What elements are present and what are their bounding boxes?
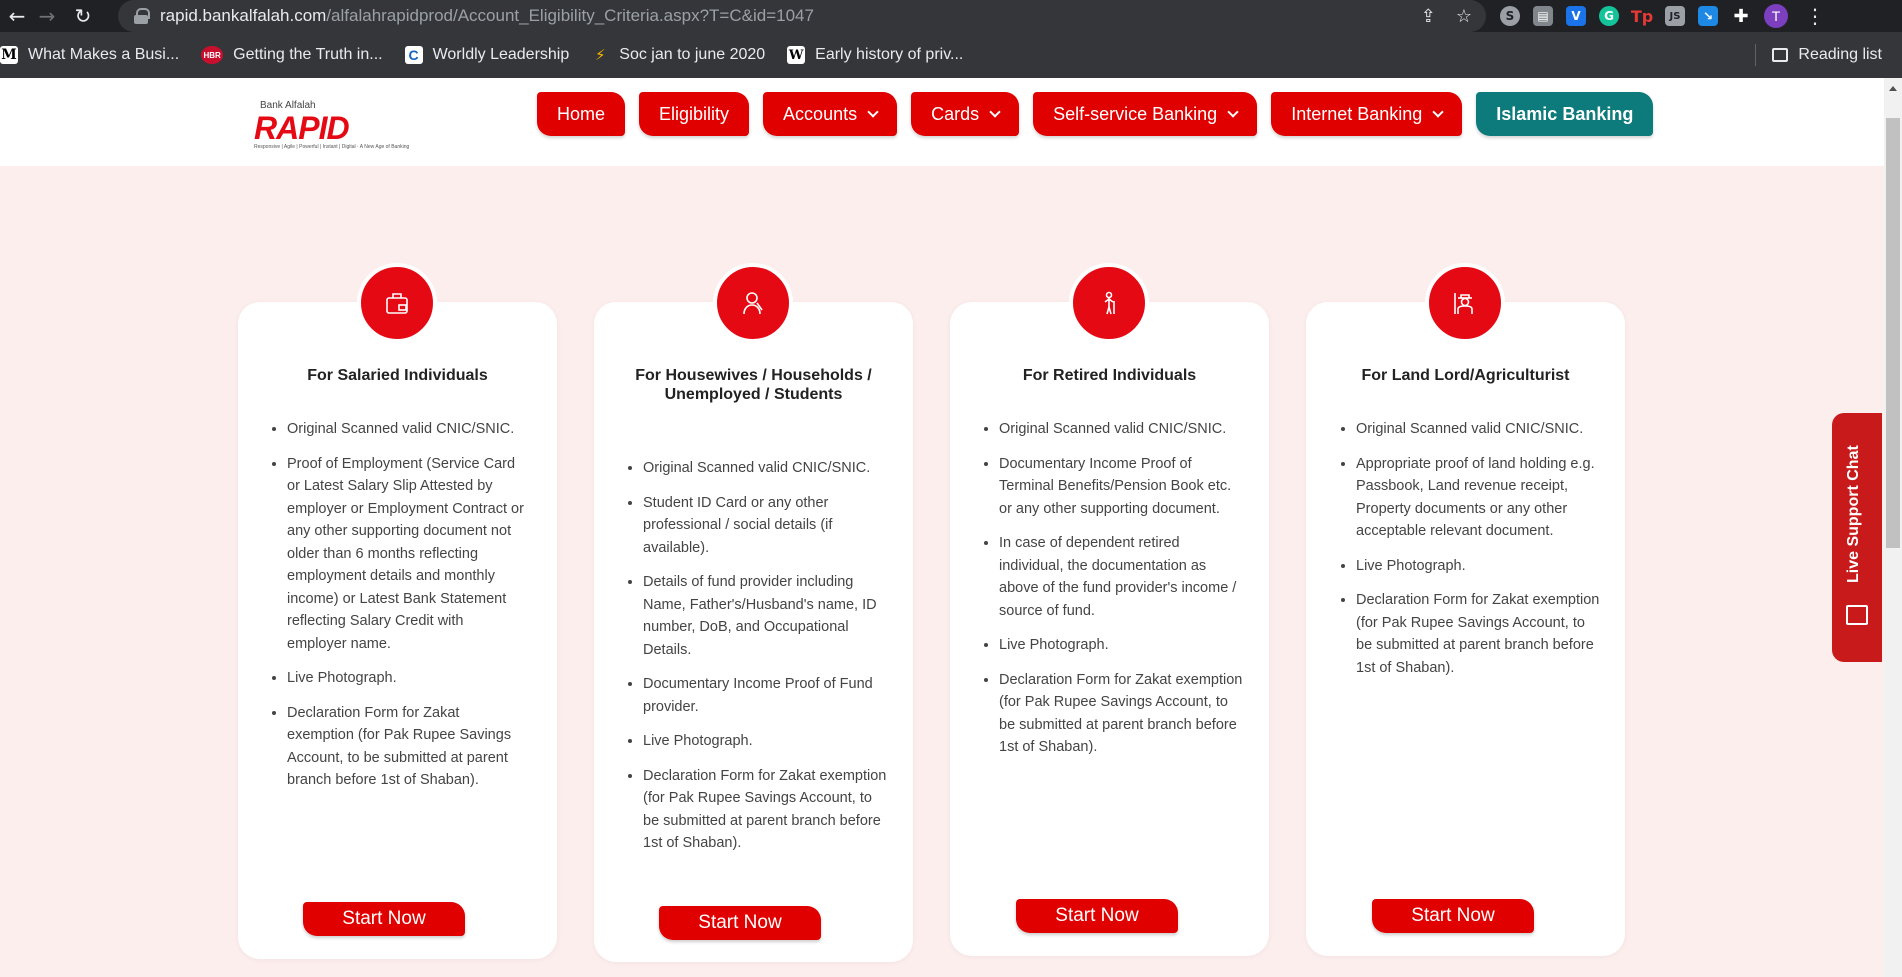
start-now-button[interactable]: Start Now [1016, 899, 1178, 933]
nav-accounts[interactable]: Accounts [763, 92, 897, 136]
list-item: • Original Scanned valid CNIC/SNIC. [643, 457, 889, 480]
lock-icon [134, 8, 148, 24]
url-text: rapid.bankalfalah.com/alfalahrapidprod/Account_Eligibility_Criteria.aspx?T=C&id=1047 [160, 6, 814, 25]
extension-download-icon[interactable]: ↘ [1698, 6, 1718, 26]
list-item: • Appropriate proof of land holding e.g. Passbook, Land revenue receipt, Property documents or any other acceptable relevant document. [1356, 453, 1602, 543]
worldly-icon: C [405, 46, 423, 64]
requirements-list [287, 418, 527, 804]
start-now-button[interactable]: Start Now [1372, 899, 1534, 933]
site-header [0, 78, 1884, 166]
list-item: • Declaration Form for Zakat exemption (for Pak Rupee Savings Account, to be submitted at parent branch before 1st of Shaban). [287, 702, 527, 792]
bank-alfalah-rapid-logo[interactable]: Bank Alfalah RAPID Responsive | Agile | Powerful | Instant | Digital · A New Age of Banking [254, 100, 410, 150]
bookmark-item[interactable]: C Worldly Leadership [405, 32, 570, 78]
card-title: For Retired Individuals [1022, 367, 1197, 384]
nav-eligibility[interactable]: Eligibility [639, 92, 749, 136]
chevron-down-icon [1433, 106, 1444, 117]
nav-self-service-banking[interactable]: Self-service Banking [1033, 92, 1257, 136]
grammarly-icon[interactable]: G [1599, 6, 1619, 26]
card-title: For Salaried Individuals [307, 367, 488, 384]
card-title: For Land Lord/Agriculturist [1361, 367, 1570, 384]
list-item: • Documentary Income Proof of Terminal Benefits/Pension Book etc. or any other supporting document. [999, 453, 1243, 521]
browser-toolbar [0, 0, 1902, 32]
start-now-button[interactable]: Start Now [303, 902, 465, 936]
list-item: • Live Photograph. [287, 667, 527, 690]
live-support-chat-button[interactable]: Live Support Chat [1832, 413, 1882, 662]
nav-cards[interactable]: Cards [911, 92, 1019, 136]
address-bar[interactable] [118, 0, 1486, 32]
retired-person-icon [1069, 263, 1149, 343]
wikipedia-icon: W [788, 47, 804, 63]
back-icon[interactable]: ← [8, 4, 26, 28]
list-item: • Student ID Card or any other professional / social details (if available). [643, 492, 889, 560]
list-item: • Proof of Employment (Service Card or Latest Salary Slip Attested by employer or Employment Contract or any other supporting document not older than 6 months reflecting employment details and monthly income) or Latest Bank Statement reflecting Salary Credit with employer name. [287, 453, 527, 656]
hbr-icon: HBR [201, 46, 223, 64]
bookmark-item[interactable]: HBR Getting the Truth in... [201, 32, 382, 78]
list-item: • In case of dependent retired individual, the documentation as above of the fund provider's income / source of fund. [999, 532, 1243, 622]
list-item: • Declaration Form for Zakat exemption (for Pak Rupee Savings Account, to be submitted at parent branch before 1st of Shaban). [1356, 589, 1602, 679]
eligibility-card-retired [950, 302, 1269, 956]
list-item: • Documentary Income Proof of Fund provider. [643, 673, 889, 718]
reload-icon[interactable]: ↻ [74, 4, 92, 28]
bookmark-item[interactable]: M What Makes a Busi... [1, 46, 180, 63]
requirements-list [1356, 418, 1602, 691]
extension-s-icon[interactable]: S [1500, 6, 1520, 26]
list-item: • Live Photograph. [1356, 555, 1602, 578]
page-scrollbar[interactable] [1884, 78, 1902, 977]
eligibility-card-landlord [1306, 302, 1625, 956]
eligibility-card-housewives [594, 302, 913, 962]
bookmark-star-icon[interactable]: ☆ [1455, 5, 1472, 27]
start-now-button[interactable]: Start Now [659, 906, 821, 940]
nav-islamic-banking[interactable]: Islamic Banking [1476, 92, 1653, 136]
list-item: • Declaration Form for Zakat exemption (for Pak Rupee Savings Account, to be submitted at parent branch before 1st of Shaban). [643, 765, 889, 855]
extension-tp-icon[interactable]: Tp [1630, 6, 1654, 26]
card-title: For Housewives / Households / Unemployed / Students [635, 367, 872, 403]
chat-icon [1846, 605, 1868, 625]
bookmark-item[interactable]: ⚡ Soc jan to june 2020 [591, 32, 765, 78]
main-nav [537, 92, 1653, 136]
farmer-icon [1425, 263, 1505, 343]
scroll-up-arrow-icon[interactable] [1889, 86, 1897, 91]
chevron-down-icon [989, 106, 1000, 117]
extension-js-icon[interactable]: JS [1665, 6, 1685, 26]
housewife-icon [713, 263, 793, 343]
chevron-down-icon [867, 106, 878, 117]
list-item: • Details of fund provider including Name, Father's/Husband's name, ID number, DoB, and Occupational Details. [643, 571, 889, 661]
requirements-list [999, 418, 1243, 771]
browser-menu-icon[interactable]: ⋮ [1805, 4, 1825, 28]
reading-list-icon [1772, 48, 1788, 62]
medium-icon: M [1, 47, 17, 63]
reading-list-button[interactable]: Reading list [1755, 32, 1882, 78]
scrollbar-thumb[interactable] [1886, 118, 1900, 548]
list-item: • Live Photograph. [643, 730, 889, 753]
chevron-down-icon [1228, 106, 1239, 117]
list-item: • Original Scanned valid CNIC/SNIC. [287, 418, 527, 441]
requirements-list [643, 457, 889, 867]
list-item: • Original Scanned valid CNIC/SNIC. [999, 418, 1243, 441]
list-item: • Live Photograph. [999, 634, 1243, 657]
share-icon[interactable]: ⇪ [1420, 5, 1436, 27]
bookmark-item[interactable]: W Early history of priv... [788, 46, 964, 63]
profile-avatar[interactable]: T [1764, 4, 1788, 28]
list-item: • Original Scanned valid CNIC/SNIC. [1356, 418, 1602, 441]
nav-home[interactable]: Home [537, 92, 625, 136]
nav-internet-banking[interactable]: Internet Banking [1271, 92, 1462, 136]
lightning-icon: ⚡ [594, 47, 606, 64]
briefcase-icon [357, 263, 437, 343]
bookmarks-bar [0, 32, 1902, 78]
list-item: • Declaration Form for Zakat exemption (for Pak Rupee Savings Account, to be submitted at parent branch before 1st of Shaban). [999, 669, 1243, 759]
eligibility-card-salaried [238, 302, 557, 959]
extension-copy-icon[interactable]: ▤ [1533, 6, 1553, 26]
extension-shield-icon[interactable]: V [1566, 6, 1586, 26]
forward-icon[interactable]: → [38, 4, 56, 28]
extensions-puzzle-icon[interactable]: ✚ [1733, 5, 1749, 27]
